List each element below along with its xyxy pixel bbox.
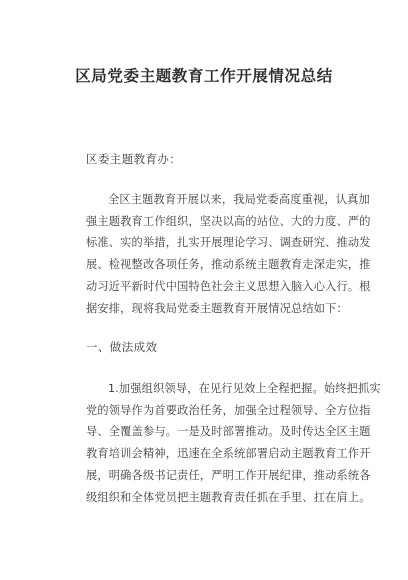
paragraph-line: 动习近平新时代中国特色社会主义思想入脑入心入行。根	[86, 279, 371, 293]
paragraph-line: 全区主题教育开展以来，我局党委高度重视，认真加	[108, 193, 370, 206]
item-number: 1.	[108, 382, 119, 395]
paragraph-intro	[86, 189, 371, 319]
paragraph-line: 据安排，现将我局党委主题教育开展情况总结如下：	[86, 301, 348, 315]
paragraph-line: 强主题教育工作组织，坚决以高的站位、大的力度、严的	[86, 214, 371, 228]
paragraph-line-text: 加强组织领导，在见行见效上全程把握。始终把抓实	[118, 382, 381, 395]
paragraph-line	[86, 378, 381, 400]
paragraph-line: 展、检视整改各项任务，推动系统主题教育走深走实，推	[86, 258, 371, 272]
paragraph-line: 级组织和全体党员把主题教育责任抓在手里、扛在肩上。	[86, 490, 371, 504]
paragraph-line: 导、全覆盖参与。一是及时部署推动。及时传达全区主题	[86, 425, 371, 439]
document-title: 区局党委主题教育工作开展情况总结	[75, 67, 333, 85]
paragraph-line: 教育培训会精神，迅速在全系统部署启动主题教育工作开	[86, 447, 371, 461]
salutation: 区委主题教育办：	[86, 152, 182, 166]
section-heading: 一、做法成效	[86, 340, 158, 354]
paragraph-line: 党的领导作为首要政治任务，加强全过程领导、全方位指	[86, 403, 371, 417]
paragraph-organization	[86, 378, 381, 508]
paragraph-line: 展，明确各级书记责任，严明工作开展纪律，推动系统各	[86, 468, 371, 482]
paragraph-line: 标准、实的举措，扎实开展理论学习、调查研究、推动发	[86, 236, 371, 250]
